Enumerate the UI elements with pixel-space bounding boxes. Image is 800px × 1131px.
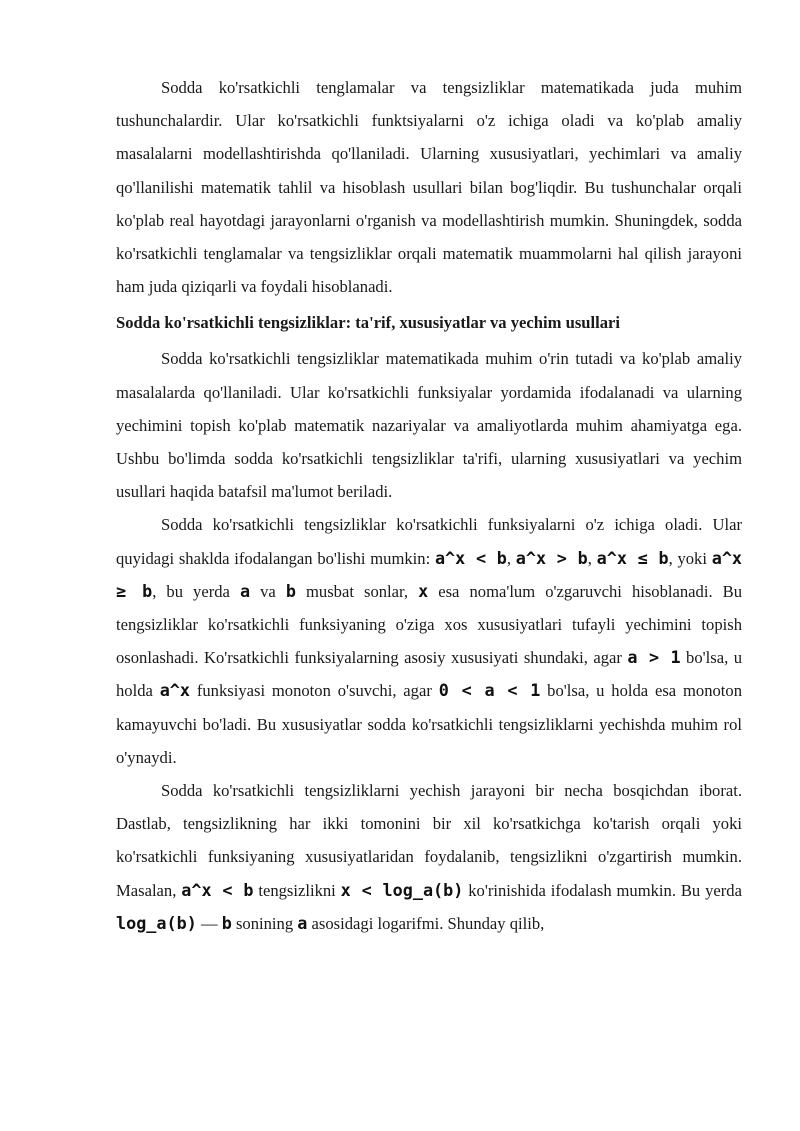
document-body [116,71,742,940]
math-inline: a^x ≤ b [596,547,669,568]
section-heading: Sodda ko'rsatkichli tengsizliklar: ta'rif, xususiyatlar va yechim usullari [116,313,620,333]
text-run: — [196,913,222,933]
definition-paragraph: Sodda ko'rsatkichli tengsizliklar matematikada muhim o'rin tutadi va ko'plab amaliy masalalarda qo'llaniladi. Ular ko'rsatkichli funksiyalar yordamida ifodalanadi va ularning yechimini topish ko'plab matematik nazariyalar va amaliyotlarda muhim ahamiyatga ega. Ushbu bo'limda sodda ko'rsatkichli tengsizliklar ta'rifi, ularning xususiyatlari va yechim usullari haqida batafsil ma'lumot beriladi. [116,349,742,502]
text-run: Sodda ko'rsatkichli tengsizliklarni yechish jarayoni bir necha bosqichdan iborat. Dastlab, tengsizlikning har ikki tomonini bir xil ko'rsatkichga ko'tarish orqali yoki ko'rsatkichli funksiyaning xususiyatlaridan foydalanib, tengsizlikni o'zgartirish mumkin. Masalan, [116,781,742,900]
intro-paragraph: Sodda ko'rsatkichli tenglamalar va tengsizliklar matematikada juda muhim tushunchalardir. Ular ko'rsatkichli funktsiyalarni o'z ichiga oladi va ko'plab amaliy masalalarni modellashtirishda qo'llaniladi. Ularning xususiyatlari, yechimlari va amaliy qo'llanilishi matematik tahlil va hisoblash usullari bilan bog'liqdir. Bu tushunchalar orqali ko'plab real hayotdagi jarayonlarni o'rganish va modellashtirish mumkin. Shuningdek, sodda ko'rsatkichli tenglamalar va tengsizliklar orqali matematik muammolarni hal qilish jarayoni ham juda qiziqarli va foydali hisoblanadi. [116,78,742,297]
properties-paragraph [116,508,742,774]
math-inline: log_a(b) [116,912,197,933]
math-inline: a^x > b [515,547,588,568]
text-run: funksiyasi monoton o'suvchi, agar [190,681,439,701]
text-run: bo'lsa, u holda esa monoton kamayuvchi bo'ladi. Bu xususiyatlar sodda ko'rsatkichli tengsizliklarni yechishda muhim rol o'ynaydi. [116,681,742,767]
text-run: asosidagi logarifmi. Shunday qilib, [307,913,545,933]
text-run: sonining [231,913,298,933]
solution-paragraph [116,774,742,940]
text-run: , [506,548,516,568]
math-inline: a^x < b [434,547,507,568]
text-run: tengsizlikni [253,880,341,900]
text-run: , [587,548,597,568]
text-run: bo'lsa, u holda [116,648,742,701]
math-inline: a > 1 [627,647,681,668]
math-inline: a [297,912,308,933]
text-run: esa noma'lum o'zgaruvchi hisoblanadi. Bu tengsizliklar ko'rsatkichli funksiyaning o'ziga xos xususiyatlari tufayli yechimini topish osonlashadi. Ko'rsatkichli funksiyalarning asosiy xususiyati shundaki, agar [116,581,743,668]
text-run: ko'rinishida ifodalash mumkin. Bu yerda [463,880,742,900]
math-inline: b [285,580,296,601]
text-run: va [250,581,286,601]
math-inline: b [221,912,232,933]
text-run: , bu yerda [152,581,240,601]
math-inline: a^x [159,680,191,701]
math-inline: x [418,580,429,601]
text-run: , yoki [668,548,712,568]
math-inline: x < log_a(b) [340,879,464,900]
math-inline: 0 < a < 1 [438,680,541,701]
math-inline: a [239,580,251,601]
math-inline: a^x ≥ b [116,547,743,601]
text-run: musbat sonlar, [295,581,419,601]
text-run: Sodda ko'rsatkichli tengsizliklar ko'rsatkichli funksiyalarni o'z ichiga oladi. Ular quyidagi shaklda ifodalangan bo'lishi mumkin: [116,515,742,568]
math-inline: a^x < b [181,879,254,900]
